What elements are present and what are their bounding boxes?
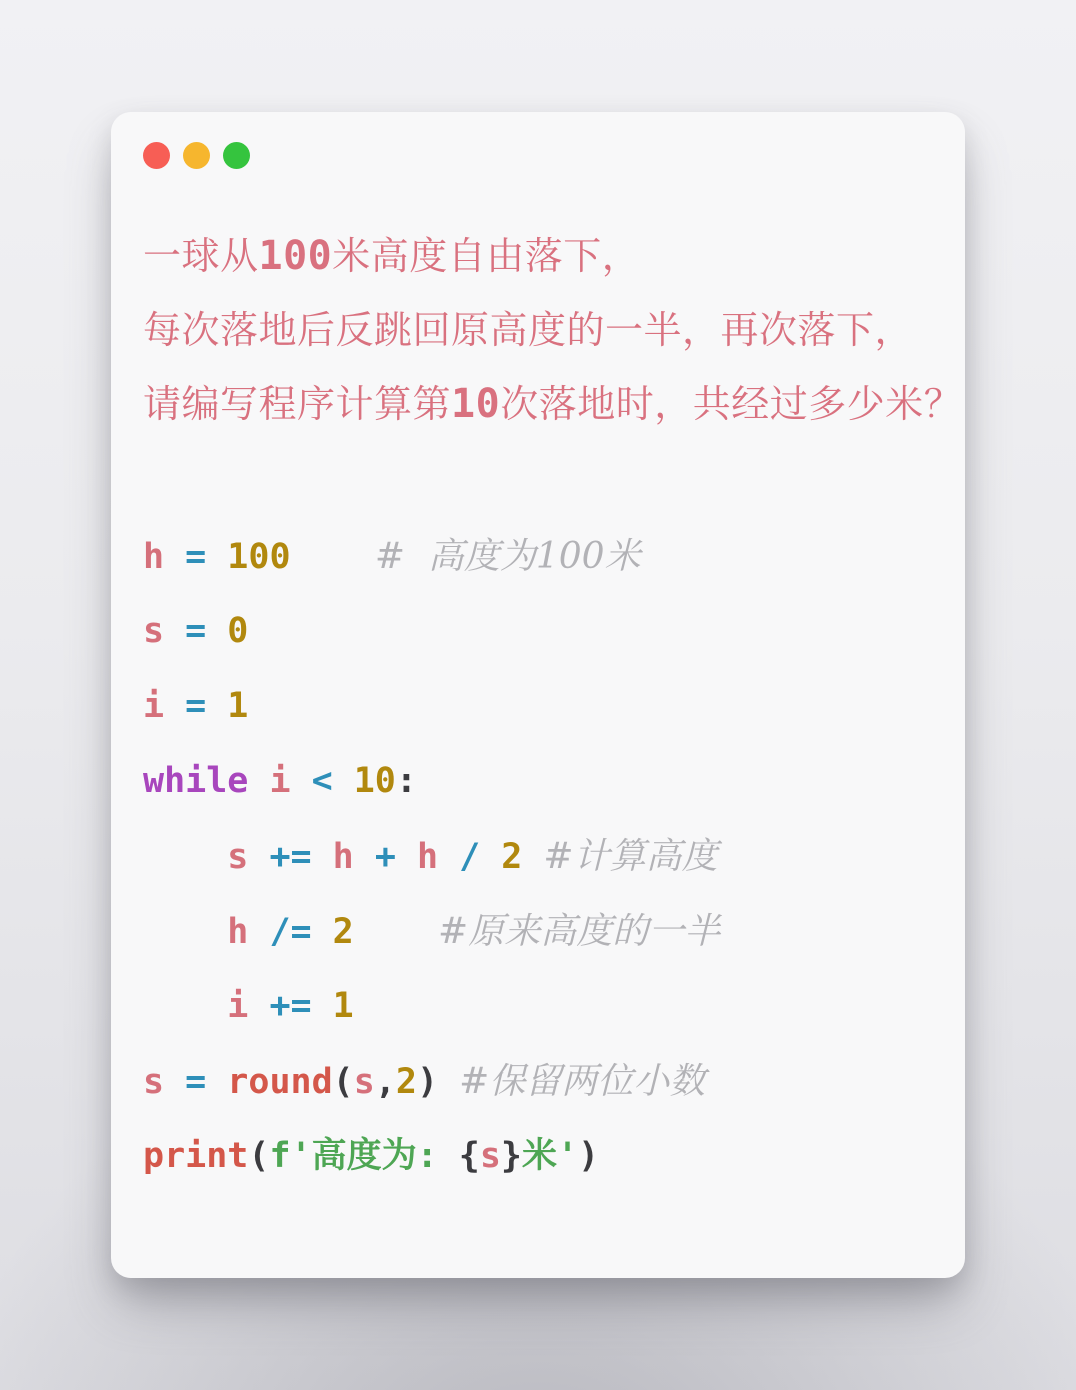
pun-token <box>143 986 227 1026</box>
var-token: i <box>143 686 165 726</box>
maximize-button-icon[interactable] <box>223 142 250 169</box>
code-card-window <box>111 112 965 1278</box>
op-token: < <box>290 761 354 801</box>
pun-token: ( <box>332 1062 354 1102</box>
str-token: 米' <box>521 1136 579 1176</box>
code-line-1 <box>143 519 935 594</box>
num-token: 1 <box>332 986 354 1026</box>
code-line-6 <box>143 894 935 969</box>
cmt-token: #原来高度的一半 <box>438 911 721 952</box>
pun-token: { <box>458 1136 480 1176</box>
zhnum-token: 10 <box>451 381 501 427</box>
var-token: h <box>332 837 354 877</box>
fn-token: round <box>227 1062 333 1102</box>
code-line-3 <box>143 669 935 744</box>
num-token: 2 <box>501 837 523 877</box>
var-token: i <box>227 986 249 1026</box>
problem-statement <box>143 219 963 441</box>
zh-token: 请编写程序计算第 <box>143 382 452 426</box>
problem-line-3 <box>143 367 963 441</box>
pun-token: ) <box>416 1062 439 1102</box>
op-token: += <box>248 986 333 1026</box>
code-line-8 <box>143 1044 935 1119</box>
pun-token: ( <box>248 1136 270 1176</box>
num-token: 0 <box>227 611 249 651</box>
op-token: = <box>164 537 228 577</box>
num-token: 1 <box>227 686 249 726</box>
op-token: = <box>164 611 228 651</box>
zh-token: 米高度自由落下， <box>332 234 641 278</box>
code-line-7 <box>143 969 935 1044</box>
cmt-token: #计算高度 <box>543 836 718 877</box>
problem-line-2 <box>143 293 935 367</box>
zhnum-token: 100 <box>258 233 333 279</box>
op-token: += <box>248 837 333 877</box>
var-token: s <box>353 1062 375 1102</box>
window-controls <box>143 142 935 169</box>
num-token: 10 <box>353 761 396 801</box>
pun-token <box>438 1062 459 1102</box>
code-block <box>143 519 935 1194</box>
problem-line-1 <box>143 219 935 293</box>
cmt-token: #保留两位小数 <box>459 1061 706 1102</box>
zh-token: 次落地时，共经过多少米？ <box>500 382 963 426</box>
code-line-5 <box>143 819 935 894</box>
pun-token <box>143 837 227 877</box>
pun-token <box>143 912 227 952</box>
pun-token: , <box>374 1062 396 1102</box>
minimize-button-icon[interactable] <box>183 142 210 169</box>
var-token: h <box>416 837 439 877</box>
code-line-9 <box>143 1119 935 1194</box>
var-token: s <box>479 1136 501 1176</box>
pun-token: : <box>395 761 417 801</box>
fn-token: print <box>143 1136 249 1176</box>
cmt-token: # 高度为100米 <box>374 536 641 577</box>
num-token: 2 <box>395 1062 417 1102</box>
code-line-2 <box>143 594 935 669</box>
var-token: s <box>143 611 165 651</box>
op-token: / <box>438 837 502 877</box>
code-line-4 <box>143 744 935 819</box>
op-token: + <box>353 837 417 877</box>
var-token: s <box>227 837 249 877</box>
close-button-icon[interactable] <box>143 142 170 169</box>
str-token: f'高度为: <box>269 1136 459 1176</box>
kw-token: while <box>143 761 270 801</box>
var-token: i <box>269 761 291 801</box>
zh-token: 每次落地后反跳回原高度的一半，再次落下， <box>143 308 914 352</box>
pun-token <box>354 912 438 952</box>
pun-token: } <box>500 1136 522 1176</box>
zh-token: 一球从 <box>143 234 259 278</box>
num-token: 2 <box>332 912 354 952</box>
pun-token: ) <box>578 1136 600 1176</box>
op-token: = <box>164 1062 228 1102</box>
var-token: h <box>227 912 249 952</box>
op-token: = <box>164 686 228 726</box>
pun-token <box>522 837 543 877</box>
num-token: 100 <box>227 537 291 577</box>
pun-token <box>291 537 375 577</box>
op-token: /= <box>248 912 333 952</box>
var-token: s <box>143 1062 165 1102</box>
var-token: h <box>143 537 165 577</box>
